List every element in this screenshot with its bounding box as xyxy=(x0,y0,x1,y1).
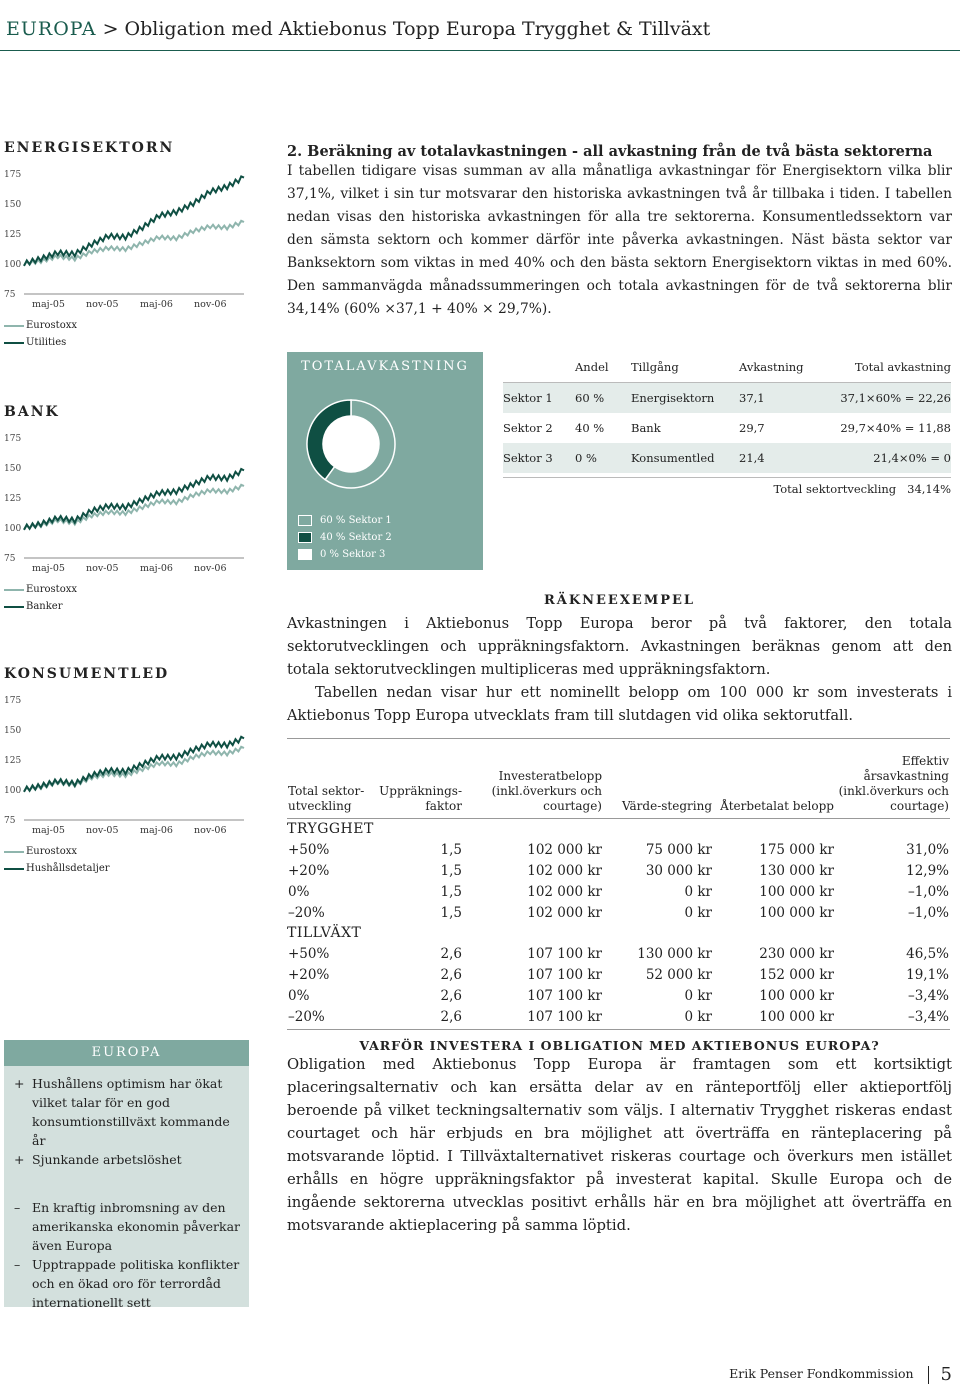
table-cell: 107 100 kr xyxy=(527,966,602,983)
section-2-paragraph: I tabellen tidigare visas summan av alla månatliga avkastningar för Energisektorn vilka blir 37,1%, vilket i sin tur motsvarar den historiska avkastningen två år tillbaka i tiden. I tabellen nedan visas den historiska avkastningen för alla tre sektorerna. Konsumentledssektorn var den sämsta sektorn och kommer därför inte påverka avkastningen. Näst bästa sektor var Banksektorn som viktas in med 40% och den bästa sektorn Energisektorn viktas in med 60%. Den sammanvägda månadssummeringen och totala avkastningen för de två sektorerna blir 34,14% (60% ×37,1 + 40% × 29,7%). xyxy=(287,163,952,317)
legend-item xyxy=(4,601,77,612)
x-tick-label: nov-05 xyxy=(86,825,119,836)
table-cell: +50% xyxy=(288,841,330,858)
table-cell: –1,0% xyxy=(907,883,949,900)
minus-sign: – xyxy=(14,1200,21,1215)
table-row xyxy=(287,985,950,1006)
table-header: Effektiv årsavkastning (inkl.överkurs och courtage) xyxy=(838,754,949,813)
legend-label: Hushållsdetaljer xyxy=(26,863,110,874)
table-cell: –20% xyxy=(288,904,325,921)
chart-legend xyxy=(4,584,77,612)
total-row xyxy=(503,477,951,496)
legend-swatch xyxy=(4,589,24,591)
table-cell: –20% xyxy=(288,1008,325,1025)
list-item-text: Hushållens optimism har ökat vilket talar för en god konsumtionstillväxt kommande år xyxy=(32,1076,230,1148)
table-header: Avkastning xyxy=(739,360,804,374)
page-number: 5 xyxy=(940,1364,952,1385)
y-tick-label: 100 xyxy=(4,524,22,534)
table-header: Andel xyxy=(575,360,609,374)
table-cell: 100 000 kr xyxy=(759,987,834,1004)
series-line-banker xyxy=(24,469,244,530)
table-cell: 0 % xyxy=(575,451,597,465)
series-line-eurostoxx xyxy=(24,747,244,792)
donut-legend-label: 0 % Sektor 3 xyxy=(320,549,386,560)
list-item xyxy=(14,1255,241,1312)
series-line-eurostoxx xyxy=(24,485,244,530)
table-row xyxy=(287,1006,950,1027)
donut-legend-item xyxy=(298,512,392,529)
x-tick-label: maj-06 xyxy=(140,563,173,574)
y-tick-label: 175 xyxy=(4,434,22,444)
chart-energisektorn xyxy=(4,140,248,360)
footer xyxy=(729,1364,952,1385)
table-cell: 0 kr xyxy=(684,987,712,1004)
table-cell: 2,6 xyxy=(440,966,462,983)
table-cell: 29,7 xyxy=(739,421,765,435)
chart-bank xyxy=(4,404,248,624)
table-cell: Energisektorn xyxy=(631,391,715,405)
total-label: Total sektortveckling xyxy=(773,482,897,496)
list-item-text: Sjunkande arbetslöshet xyxy=(32,1152,182,1167)
table-cell: 100 000 kr xyxy=(759,883,834,900)
table-cell: 19,1% xyxy=(906,966,949,983)
legend-label: Banker xyxy=(26,601,63,612)
total-return-donut xyxy=(299,392,403,496)
table-cell: Sektor 3 xyxy=(503,451,553,465)
y-tick-label: 100 xyxy=(4,786,22,796)
legend-swatch xyxy=(4,325,24,327)
table-cell: 107 100 kr xyxy=(527,945,602,962)
table-cell: +20% xyxy=(288,966,330,983)
donut-legend-label: 60 % Sektor 1 xyxy=(320,515,392,526)
x-tick-label: nov-06 xyxy=(194,563,227,574)
y-tick-label: 125 xyxy=(4,756,22,766)
why-paragraph: Obligation med Aktiebonus Topp Europa är framtagen som ett kortsiktigt placeringsalternativ och kan ersätta delar av en ränteportfölj eller aktieportfölj beroende på vilket teckningsalternativ som väljs. I alternativ Trygghet riskeras endast courtaget och här erbjuds en bra möjlighet att överträffa en ränteplacering på motsvarande löptid. I Tillväxtalternativet riskeras courtage och överkurs men istället erhålls en högre uppräkningsfaktor på investerat kapital. Skulle Europa och de ingående sektorerna utvecklas positivt erhålls här en bra möjlighet att överträffa en motsvarande aktieplacering på samma löptid. xyxy=(287,1056,952,1234)
table-cell: 0 kr xyxy=(684,1008,712,1025)
table-row xyxy=(287,964,950,985)
table-cell: 2,6 xyxy=(440,987,462,1004)
legend-item xyxy=(4,863,110,874)
table-rule xyxy=(287,738,950,753)
sector-table xyxy=(503,352,951,496)
table-cell: 102 000 kr xyxy=(527,862,602,879)
table-header: Total sektor-utveckling xyxy=(288,784,365,813)
chart-title: KONSUMENTLED xyxy=(4,666,170,682)
table-header: Tillgång xyxy=(631,360,679,374)
chart-svg xyxy=(4,162,248,310)
table-cell: 12,9% xyxy=(906,862,949,879)
table-cell: 1,5 xyxy=(440,841,462,858)
table-cell: 102 000 kr xyxy=(527,841,602,858)
table-cell: 152 000 kr xyxy=(759,966,834,983)
table-cell: 102 000 kr xyxy=(527,883,602,900)
x-tick-label: nov-05 xyxy=(86,299,119,310)
table-group-row xyxy=(287,819,950,840)
group-label: TILLVÄXT xyxy=(287,925,362,941)
group-label: TRYGGHET xyxy=(287,821,374,837)
donut-hole xyxy=(323,416,379,472)
legend-swatch xyxy=(298,549,312,560)
y-tick-label: 75 xyxy=(4,290,16,300)
total-return-title: TOTALAVKASTNING xyxy=(301,359,469,374)
legend-item xyxy=(4,337,77,348)
header-rule xyxy=(0,50,960,51)
table-header-row xyxy=(503,352,951,383)
donut-legend-label: 40 % Sektor 2 xyxy=(320,532,392,543)
table-cell: Bank xyxy=(631,421,661,435)
section-2-title: 2. Beräkning av totalavkastningen - all avkastning från de två bästa sektorerna xyxy=(287,143,933,160)
list-item xyxy=(14,1198,241,1255)
x-tick-label: maj-05 xyxy=(32,563,65,574)
table-header: Värde-stegring xyxy=(621,799,712,813)
y-tick-label: 75 xyxy=(4,816,16,826)
header-title: > Obligation med Aktiebonus Topp Europa Trygghet & Tillväxt xyxy=(102,18,711,40)
total-value: 34,14% xyxy=(907,482,951,496)
why-title: VARFÖR INVESTERA I OBLIGATION MED AKTIEBONUS EUROPA? xyxy=(359,1038,880,1053)
list-item xyxy=(14,1150,241,1169)
y-tick-label: 150 xyxy=(4,464,22,474)
legend-swatch xyxy=(4,342,24,344)
table-rule xyxy=(287,1029,950,1030)
table-cell: 107 100 kr xyxy=(527,987,602,1004)
table-cell: –1,0% xyxy=(907,904,949,921)
x-tick-label: maj-05 xyxy=(32,299,65,310)
x-tick-label: nov-06 xyxy=(194,299,227,310)
table-row xyxy=(287,860,950,881)
table-cell: 40 % xyxy=(575,421,605,435)
table-row xyxy=(287,902,950,923)
table-cell: 1,5 xyxy=(440,904,462,921)
table-cell: 30 000 kr xyxy=(645,862,712,879)
why-section xyxy=(287,1038,952,1237)
legend-label: Eurostoxx xyxy=(26,320,77,331)
series-line-eurostoxx xyxy=(24,221,244,266)
europa-title: EUROPA xyxy=(4,1040,249,1066)
series-line-hushållsdetaljer xyxy=(24,737,244,792)
table-cell: Konsumentled xyxy=(631,451,715,465)
table-row xyxy=(503,443,951,473)
legend-item xyxy=(4,584,77,595)
table-group-row xyxy=(287,923,950,943)
table-cell: 75 000 kr xyxy=(645,841,712,858)
table-cell: 2,6 xyxy=(440,1008,462,1025)
legend-item xyxy=(4,320,77,331)
plus-sign: + xyxy=(14,1076,25,1091)
y-tick-label: 175 xyxy=(4,696,22,706)
table-row xyxy=(503,383,951,414)
chart-title: ENERGISEKTORN xyxy=(4,140,175,156)
y-tick-label: 100 xyxy=(4,260,22,270)
legend-swatch xyxy=(4,606,24,608)
x-tick-label: nov-06 xyxy=(194,825,227,836)
legend-label: Utilities xyxy=(26,337,67,348)
table-cell: Sektor 2 xyxy=(503,421,553,435)
calc-table xyxy=(287,738,950,1030)
rakne-section xyxy=(287,593,952,727)
table-cell: 1,5 xyxy=(440,883,462,900)
x-tick-label: maj-06 xyxy=(140,825,173,836)
chart-legend xyxy=(4,320,77,348)
legend-swatch xyxy=(4,868,24,870)
table-header: Återbetalat belopp xyxy=(720,799,834,813)
europa-box xyxy=(4,1040,249,1310)
table-cell: 230 000 kr xyxy=(759,945,834,962)
table-header-row xyxy=(287,753,950,815)
y-tick-label: 150 xyxy=(4,726,22,736)
minus-sign: – xyxy=(14,1257,21,1272)
y-tick-label: 175 xyxy=(4,170,22,180)
rakne-paragraph-1: Avkastningen i Aktiebonus Topp Europa beror på två faktorer, den totala sektorutvecklingen och uppräkningsfaktorn. Avkastningen beräknas genom att den totala sektorutvecklingen multipliceras med uppräkningsfaktorn. xyxy=(287,615,952,678)
table-header xyxy=(503,352,575,383)
table-header: Investeratbelopp (inkl.överkurs och courtage) xyxy=(491,769,602,813)
table-cell: 29,7×40% = 11,88 xyxy=(840,421,951,435)
table-cell: 60 % xyxy=(575,391,605,405)
legend-swatch xyxy=(298,532,312,543)
list-item-text: Upptrappade politiska konflikter och en ökad oro för terrordåd internationellt sett xyxy=(32,1257,240,1310)
table-cell: 21,4×0% = 0 xyxy=(873,451,951,465)
table-header: Uppräknings-faktor xyxy=(379,784,462,813)
table-row xyxy=(503,413,951,443)
table-cell: 102 000 kr xyxy=(527,904,602,921)
header-section: EUROPA xyxy=(6,18,97,40)
chart-legend xyxy=(4,846,110,874)
table-cell: 0 kr xyxy=(684,904,712,921)
table-cell: 46,5% xyxy=(906,945,949,962)
table-cell: 31,0% xyxy=(906,841,949,858)
table-cell: 107 100 kr xyxy=(527,1008,602,1025)
table-cell: –3,4% xyxy=(907,987,949,1004)
legend-label: Eurostoxx xyxy=(26,846,77,857)
table-cell: 0 kr xyxy=(684,883,712,900)
chart-title: BANK xyxy=(4,404,60,420)
table-cell: 37,1×60% = 22,26 xyxy=(840,391,951,405)
y-tick-label: 125 xyxy=(4,230,22,240)
europa-content xyxy=(4,1066,249,1312)
page-header xyxy=(6,18,710,40)
footer-company: Erik Penser Fondkommission xyxy=(729,1366,914,1381)
table-cell: 0% xyxy=(288,883,310,900)
table-cell: 130 000 kr xyxy=(637,945,712,962)
x-tick-label: maj-06 xyxy=(140,299,173,310)
table-cell: 130 000 kr xyxy=(759,862,834,879)
table-header: Total avkastning xyxy=(854,360,951,374)
list-item-text: En kraftig inbromsning av den amerikanska ekonomin påverkar även Europa xyxy=(32,1200,241,1253)
table-cell: 100 000 kr xyxy=(759,904,834,921)
table-cell: 21,4 xyxy=(739,451,765,465)
y-tick-label: 150 xyxy=(4,200,22,210)
table-cell: 1,5 xyxy=(440,862,462,879)
table-cell: Sektor 1 xyxy=(503,391,553,405)
donut-legend-item xyxy=(298,529,392,546)
plus-sign: + xyxy=(14,1152,25,1167)
list-item xyxy=(14,1074,241,1150)
chart-svg xyxy=(4,688,248,836)
total-return-box xyxy=(287,352,483,570)
table-cell: 52 000 kr xyxy=(645,966,712,983)
table-cell: +50% xyxy=(288,945,330,962)
table-cell: 2,6 xyxy=(440,945,462,962)
y-tick-label: 75 xyxy=(4,554,16,564)
table-cell: +20% xyxy=(288,862,330,879)
footer-divider xyxy=(928,1366,929,1384)
section-2 xyxy=(287,143,952,321)
table-row xyxy=(287,839,950,860)
legend-label: Eurostoxx xyxy=(26,584,77,595)
y-tick-label: 125 xyxy=(4,494,22,504)
table-cell: –3,4% xyxy=(907,1008,949,1025)
calc-table-body xyxy=(287,818,950,1027)
x-tick-label: nov-05 xyxy=(86,563,119,574)
x-tick-label: maj-05 xyxy=(32,825,65,836)
table-cell: 37,1 xyxy=(739,391,765,405)
donut-legend-item xyxy=(298,546,392,563)
legend-swatch xyxy=(4,851,24,853)
legend-swatch xyxy=(298,515,312,526)
table-row xyxy=(287,881,950,902)
legend-item xyxy=(4,846,110,857)
donut-legend xyxy=(298,512,392,563)
table-cell: 0% xyxy=(288,987,310,1004)
series-line-utilities xyxy=(24,176,244,266)
table-cell: 100 000 kr xyxy=(759,1008,834,1025)
table-cell: 175 000 kr xyxy=(759,841,834,858)
table-row xyxy=(287,943,950,964)
chart-svg xyxy=(4,426,248,574)
rakne-paragraph-2: Tabellen nedan visar hur ett nominellt belopp om 100 000 kr som investerats i Aktiebonus Topp Europa utvecklats fram till slutdagen vid olika sektorutfall. xyxy=(287,684,952,724)
rakne-title: RÄKNEEXEMPEL xyxy=(543,593,696,608)
chart-konsumentled xyxy=(4,666,248,886)
